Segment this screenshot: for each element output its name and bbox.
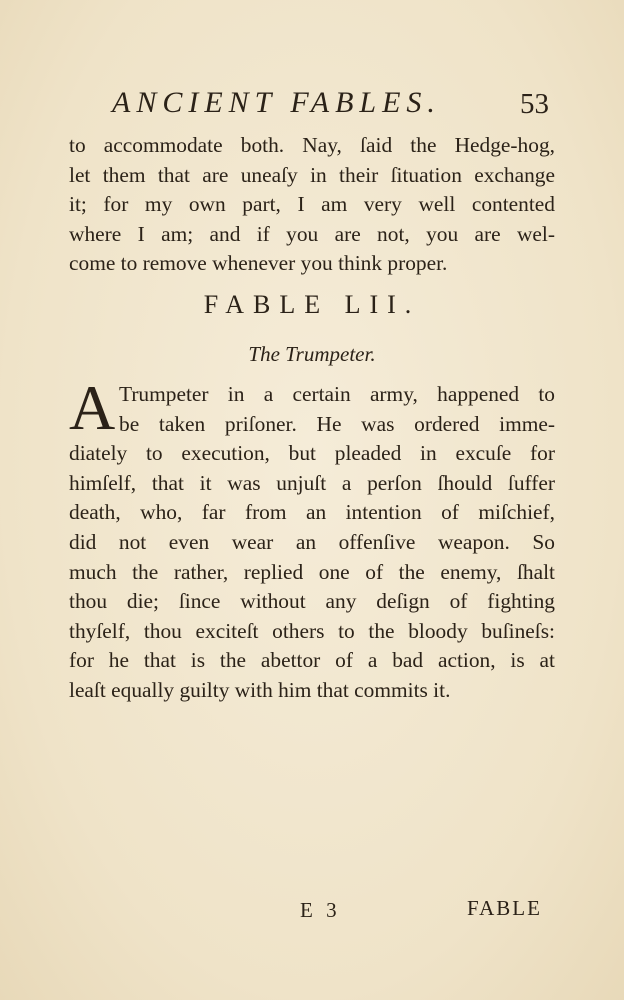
text-line: where I am; and if you are not, you are wel-	[69, 221, 555, 246]
drop-cap: A	[69, 372, 116, 443]
fable-paragraph	[69, 372, 555, 706]
continuation-paragraph	[69, 131, 555, 279]
text-line: let them that are uneaſy in their ſituation exchange	[69, 162, 555, 187]
signature-mark: E 3	[300, 898, 341, 922]
text-line: much the rather, replied one of the enemy, ſhalt	[69, 559, 555, 584]
text-line: death, who, far from an intention of miſchief,	[69, 500, 555, 525]
text-line: himſelf, that it was unjuſt a perſon ſhould ſuffer	[69, 470, 555, 495]
text-line: be taken priſoner. He was ordered imme-	[119, 411, 555, 436]
text-line: did not even wear an offenſive weapon. So	[69, 529, 555, 554]
text-line: diately to execution, but pleaded in excuſe for	[69, 441, 555, 466]
text-line: to accommodate both. Nay, ſaid the Hedge-hog,	[69, 133, 555, 157]
text-line: come to remove whenever you think proper.	[69, 251, 448, 276]
fable-heading: FABLE LII.	[203, 290, 421, 319]
text-line: leaſt equally guilty with him that commits it.	[69, 677, 451, 702]
fable-subtitle: The Trumpeter.	[248, 342, 376, 366]
text-line: Trumpeter in a certain army, happened to	[119, 382, 555, 406]
text-line: it; for my own part, I am very well contented	[69, 192, 555, 217]
text-line: for he that is the abettor of a bad action, is at	[69, 648, 555, 673]
catchword: FABLE	[467, 896, 542, 920]
text-line: thou die; ſince without any deſign of fighting	[69, 589, 555, 614]
text-line: thyſelf, thou exciteſt others to the bloody buſineſs:	[69, 618, 555, 643]
running-head: ANCIENT FABLES.	[112, 86, 441, 119]
page-number: 53	[520, 88, 549, 120]
